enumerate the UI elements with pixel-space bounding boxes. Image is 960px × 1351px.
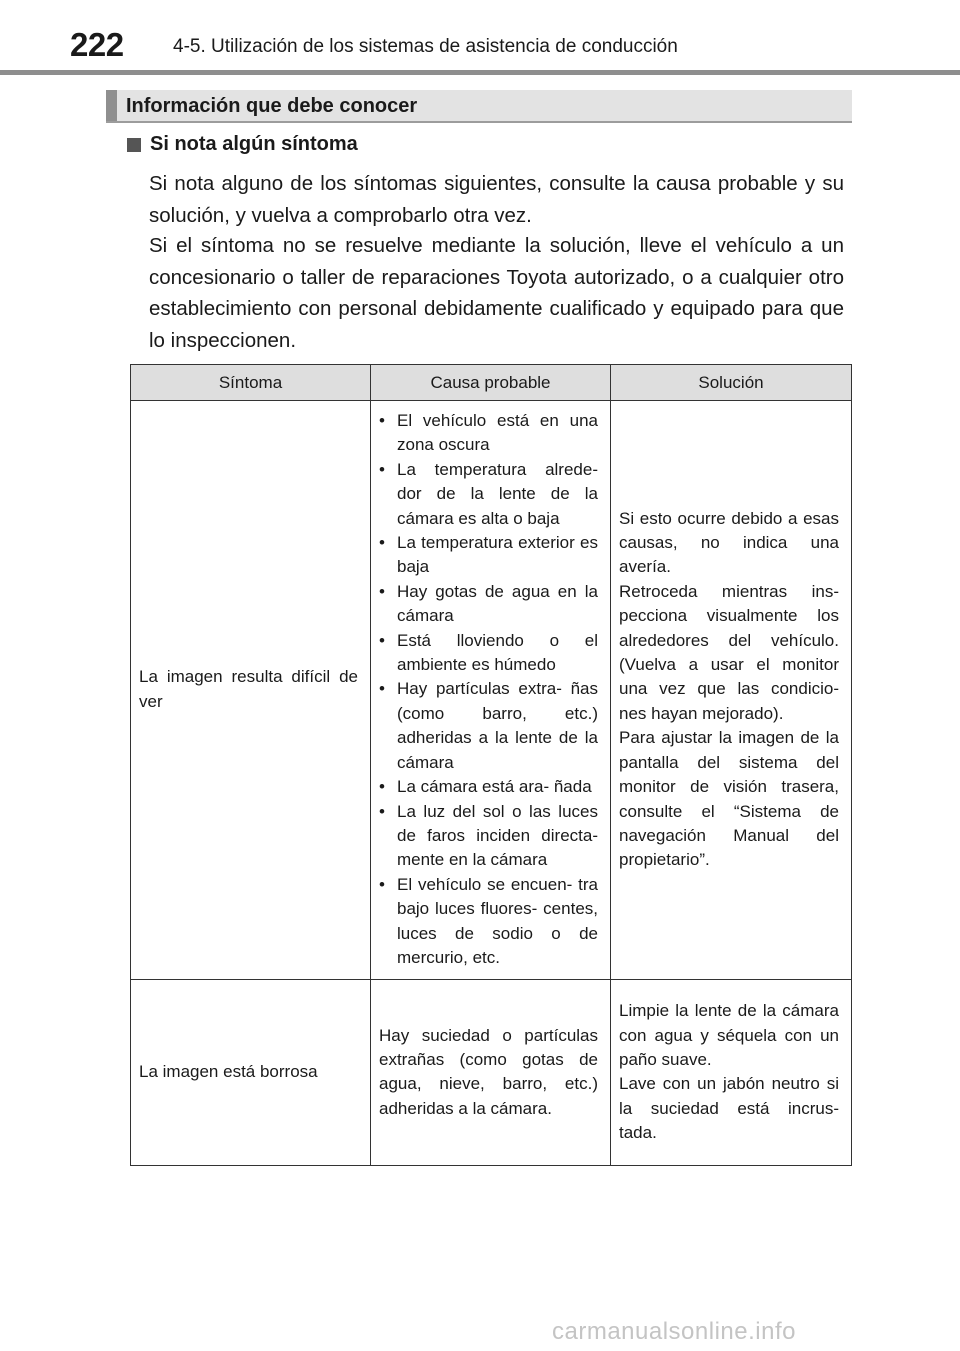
symptom-text: La imagen está borrosa — [139, 1062, 318, 1082]
square-bullet-icon — [127, 138, 141, 152]
table-row — [131, 980, 852, 1166]
solution-cell — [611, 980, 852, 1166]
intro-paragraph: Si nota alguno de los síntomas siguientes, consulte la causa probable y su solución, y vuelva a comprobarlo otra vez. — [149, 172, 844, 227]
header-divider — [0, 70, 960, 75]
solution-text: Para ajustar la imagen de la pantalla del sistema del monitor de visión trasera, consulte el “Sistema de navegación Manual del propietario”. — [619, 728, 839, 870]
solution-text: Lave con un jabón neutro si la suciedad está incrus- tada. — [619, 1074, 839, 1143]
header-cause: Causa probable — [371, 365, 611, 401]
solution-text: Retroceda mientras ins- pecciona visualmente los alrededores del vehículo. (Vuelva a usar el monitor una vez que las condicio- nes hayan mejorado). — [619, 581, 839, 723]
cause-item: • La luz del sol o las luces de faros inciden directa- mente en la cámara — [379, 801, 598, 870]
cause-item: • La temperatura alrede- dor de la lente de la cámara es alta o baja — [379, 459, 598, 528]
section-title: Información que debe conocer — [126, 95, 418, 117]
cause-item: • La cámara está ara- ñada — [379, 777, 592, 797]
solution-text: Si esto ocurre debido a esas causas, no indica una avería. — [619, 508, 839, 577]
header-symptom: Síntoma — [131, 365, 371, 401]
table-header-row — [131, 365, 852, 401]
cause-item: • El vehículo se encuen- tra bajo luces fluores- centes, luces de sodio o de mercurio, etc. — [379, 874, 598, 967]
solution-cell — [611, 401, 852, 980]
solution-text: Limpie la lente de la cámara con agua y séquela con un paño suave. — [619, 1001, 839, 1069]
chapter-title: 4-5. Utilización de los sistemas de asistencia de conducción — [173, 36, 678, 57]
symptom-text: La imagen resulta difícil de ver — [139, 667, 358, 711]
cause-cell — [371, 980, 611, 1166]
cause-item: • Hay gotas de agua en la cámara — [379, 581, 598, 626]
header-solution: Solución — [611, 365, 852, 401]
troubleshooting-table — [130, 364, 852, 1166]
symptom-cell — [131, 401, 371, 980]
cause-text: Hay suciedad o partículas extrañas (como gotas de agua, nieve, barro, etc.) adheridas a la cámara. — [379, 1025, 598, 1118]
section-heading-bar — [106, 90, 852, 123]
cause-item: • El vehículo está en una zona oscura — [379, 411, 598, 455]
page-header — [0, 0, 960, 76]
cause-cell — [371, 401, 611, 980]
cause-list — [379, 409, 598, 970]
subsection-title: Si nota algún síntoma — [150, 133, 358, 155]
cause-item: • Hay partículas extra- ñas (como barro, etc.) adheridas a la lente de la cámara — [379, 679, 598, 772]
dealer-paragraph: Si el síntoma no se resuelve mediante la solución, lleve el vehículo a un concesionario o taller de reparaciones Toyota autorizado, o a cualquier otro establecimiento con personal debidamente cualificado y equipado para que lo inspeccionen. — [149, 234, 844, 352]
watermark: carmanualsonline.info — [552, 1318, 796, 1345]
cause-item: • Está lloviendo o el ambiente es húmedo — [379, 630, 598, 675]
cause-item: • La temperatura exterior es baja — [379, 533, 598, 577]
symptom-cell — [131, 980, 371, 1166]
table-row — [131, 401, 852, 980]
section-accent-bar — [106, 90, 117, 121]
page-number: 222 — [70, 26, 124, 63]
